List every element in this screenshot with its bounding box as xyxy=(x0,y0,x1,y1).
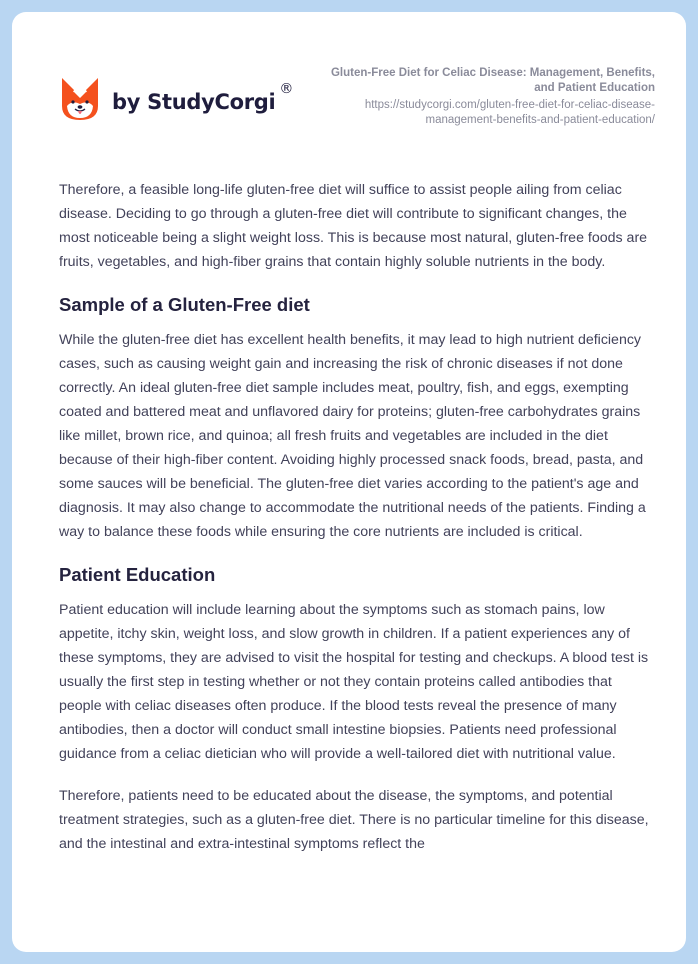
corgi-logo-icon xyxy=(60,76,100,122)
article-body xyxy=(59,178,655,874)
document-title: Gluten-Free Diet for Celiac Disease: Management, Benefits, and Patient Education xyxy=(330,67,655,94)
section-heading-sample-diet: Sample of a Gluten-Free diet xyxy=(59,294,310,315)
document-url[interactable]: https://studycorgi.com/gluten-free-diet-for-celiac-disease-management-benefits-and-patient-education/ xyxy=(364,99,655,126)
paragraph: Patient education will include learning about the symptoms such as stomach pains, low appetite, itchy skin, weight loss, and slow growth in children. If a patient experiences any of these symptoms, they are advised to visit the hospital for testing and checkups. A blood test is usually the first step in testing whether or not they contain proteins called antibodies that people with celiac diseases often produce. If the blood tests reveal the presence of many antibodies, then a doctor will conduct small intestine biopsies. Patients need professional guidance from a celiac dietician who will provide a well-tailored diet with nutritional value. xyxy=(59,602,649,762)
page-header xyxy=(12,12,686,172)
paragraph: Therefore, patients need to be educated about the disease, the symptoms, and potential treatment strategies, such as a gluten-free diet. There is no particular timeline for this disease, and the intestinal and extra-intestinal symptoms reflect the xyxy=(59,788,649,852)
document-page xyxy=(12,12,686,952)
document-meta xyxy=(315,66,655,128)
section-heading-patient-education: Patient Education xyxy=(59,564,216,585)
studycorgi-logo[interactable] xyxy=(60,76,293,122)
paragraph: While the gluten-free diet has excellent health benefits, it may lead to high nutrient deficiency cases, such as causing weight gain and increasing the risk of chronic diseases if not done correctly. An ideal gluten-free diet sample includes meat, poultry, fish, and eggs, exempting coated and battered meat and unflavored dairy for proteins; gluten-free carbohydrates grains like millet, brown rice, and quinoa; all fresh fruits and vegetables are included in the diet because of their high-fiber content. Avoiding highly processed snack foods, bread, pasta, and some sauces will be beneficial. The gluten-free diet varies according to the patient's age and diagnosis. It may also change to accommodate the nutritional needs of the patients. Finding a way to balance these foods while ensuring the core nutrients are included is critical. xyxy=(59,332,646,540)
registered-mark: ® xyxy=(279,81,294,97)
logo-text: by StudyCorgi xyxy=(112,90,276,114)
paragraph: Therefore, a feasible long-life gluten-free diet will suffice to assist people ailing from celiac disease. Deciding to go through a gluten-free diet will contribute to significant changes, the most noticeable being a slight weight loss. This is because most natural, gluten-free foods are fruits, vegetables, and high-fiber grains that contain highly soluble nutrients in the body. xyxy=(59,182,648,270)
